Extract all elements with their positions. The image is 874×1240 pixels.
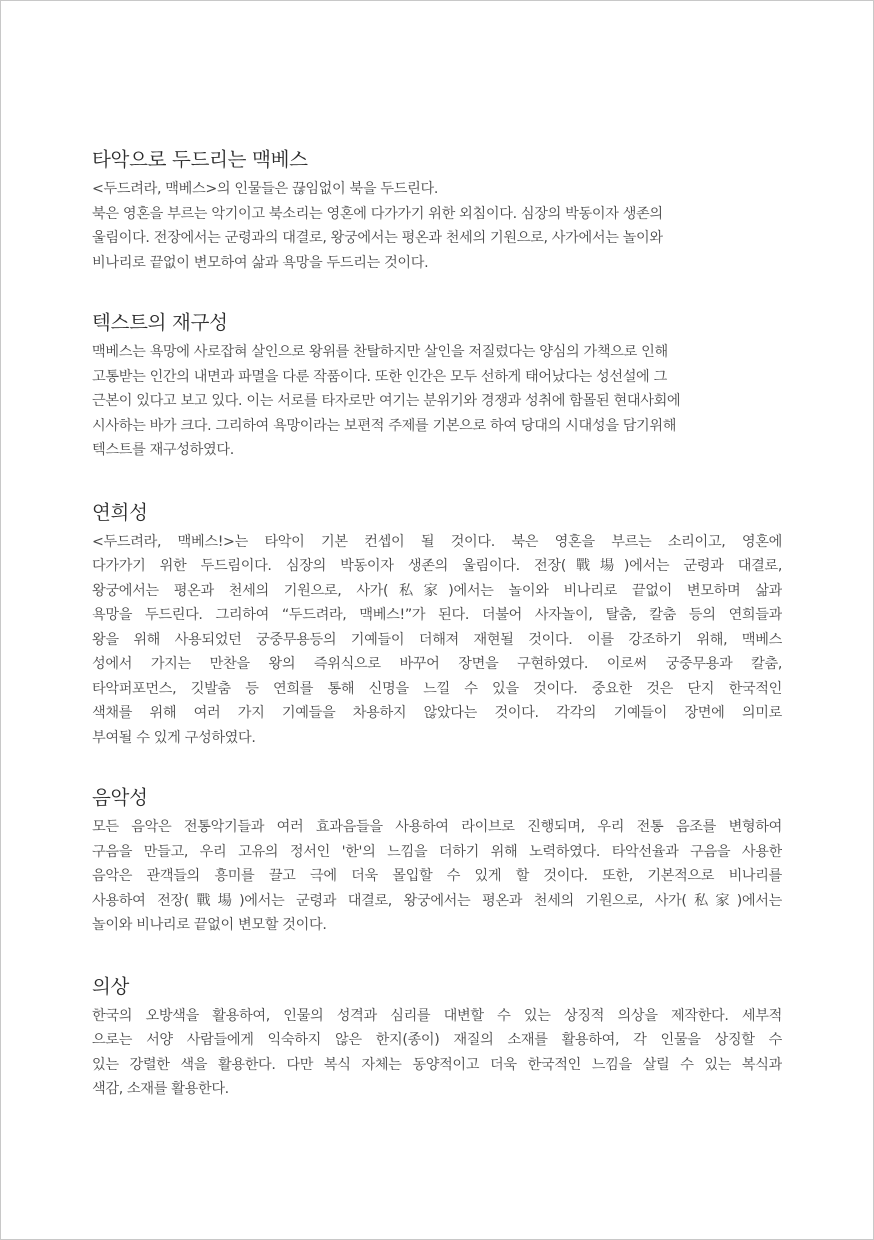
paragraph-line: 고통받는 인간의 내면과 파멸을 다룬 작품이다. 또한 인간은 모두 선하게 태어났다는 성선설에 그 — [92, 368, 667, 385]
paragraph-line: 맥베스는 욕망에 사로잡혀 살인으로 왕위를 찬탈하지만 살인을 저질렀다는 양심의 가책으로 인해 — [92, 344, 668, 360]
paragraph-line: <두드려라, 맥베스!>는 타악이 기본 컨셉이 될 것이다. 북은 영혼을 부르는 소리이고, 영혼에 — [92, 533, 782, 550]
paragraph-line: 다가가기 위한 두드림이다. 심장의 박동이자 생존의 울림이다. 전장(戰場)에서는 군령과 대결로, — [92, 558, 782, 574]
section-title: 타악으로 두드리는 맥베스 — [92, 148, 308, 171]
paragraph-line: 왕궁에서는 평온과 천세의 기원으로, 사가(私家)에서는 놀이와 비나리로 끝없이 변모하며 삶과 — [92, 582, 782, 599]
paragraph-line: 구음을 만들고, 우리 고유의 정서인 '한'의 느낌을 더하기 위해 노력하였다. 타악선율과 구음을 사용한 — [92, 843, 782, 860]
paragraph-line: 비나리로 끝없이 변모하여 삶과 욕망을 두드리는 것이다. — [92, 254, 429, 271]
paragraph-line: 있는 강렬한 색을 활용한다. 다만 복식 자체는 동양적이고 더욱 한국적인 느낌을 살릴 수 있는 복식과 — [92, 1056, 782, 1073]
paragraph-line: 한국의 오방색을 활용하여, 인물의 성격과 심리를 대변할 수 있는 상징적 의상을 제작한다. 세부적 — [92, 1007, 782, 1024]
section-title: 의상 — [92, 974, 130, 998]
paragraph-line: 욕망을 두드린다. 그리하여 “두드려라, 맥베스!”가 된다. 더불어 사자놀이, 탈춤, 칼춤 등의 연희들과 — [92, 607, 782, 623]
section-performance — [92, 500, 782, 751]
section-costume — [92, 974, 782, 1102]
paragraph-line: 성에서 가지는 만찬을 왕의 즉위식으로 바꾸어 장면을 구현하였다. 이로써 궁중무용과 칼춤, — [92, 656, 782, 672]
paragraph-line: 색채를 위해 여러 가지 기예들을 차용하지 않았다는 것이다. 각각의 기예들이 장면에 의미로 — [92, 705, 782, 721]
paragraph-line: 음악은 관객들의 흥미를 끌고 극에 더욱 몰입할 수 있게 할 것이다. 또한, 기본적으로 비나리를 — [92, 868, 782, 884]
paragraph-line: 울림이다. 전장에서는 군령과의 대결로, 왕궁에서는 평온과 천세의 기원으로, 사가에서는 놀이와 — [92, 230, 663, 246]
document-body — [92, 147, 782, 1102]
paragraph-line: 근본이 있다고 보고 있다. 이는 서로를 타자로만 여기는 분위기와 경쟁과 성취에 함몰된 현대사회에 — [92, 393, 681, 409]
section-music — [92, 785, 782, 938]
paragraph-line: <두드려라, 맥베스>의 인물들은 끊임없이 북을 두드린다. — [92, 181, 439, 197]
section-title: 음악성 — [92, 786, 148, 809]
paragraph-line: 시사하는 바가 크다. 그리하여 욕망이라는 보편적 주제를 기본으로 하여 당대의 시대성을 담기위해 — [92, 417, 677, 434]
paragraph-line: 부여될 수 있게 구성하였다. — [92, 729, 256, 746]
paragraph-line: 색감, 소재를 활용한다. — [92, 1081, 229, 1097]
paragraph-line: 놀이와 비나리로 끝없이 변모할 것이다. — [92, 917, 327, 933]
paragraph-line: 왕을 위해 사용되었던 궁중무용등의 기예들이 더해져 재현될 것이다. 이를 강조하기 위해, 맥베스 — [92, 631, 782, 648]
paragraph-line: 타악퍼포먼스, 깃발춤 등 연희를 통해 신명을 느낄 수 있을 것이다. 중요한 것은 단지 한국적인 — [92, 680, 782, 697]
section-title: 연희성 — [92, 500, 148, 524]
paragraph-line: 모든 음악은 전통악기들과 여러 효과음들을 사용하여 라이브로 진행되며, 우리 전통 음조를 변형하여 — [92, 819, 782, 835]
section-percussion-macbeth — [92, 147, 782, 275]
paragraph-line: 사용하여 전장(戰場)에서는 군령과 대결로, 왕궁에서는 평온과 천세의 기원으로, 사가(私家)에서는 — [92, 892, 782, 909]
paragraph-line: 으로는 서양 사람들에게 익숙하지 않은 한지(종이) 재질의 소재를 활용하여, 각 인물을 상징할 수 — [92, 1032, 782, 1048]
paragraph-line: 텍스트를 재구성하였다. — [92, 442, 234, 458]
section-title: 텍스트의 재구성 — [92, 311, 228, 334]
paragraph-line: 북은 영혼을 부르는 악기이고 북소리는 영혼에 다가가기 위한 외침이다. 심장의 박동이자 생존의 — [92, 205, 663, 222]
section-text-reconstruction — [92, 310, 782, 463]
